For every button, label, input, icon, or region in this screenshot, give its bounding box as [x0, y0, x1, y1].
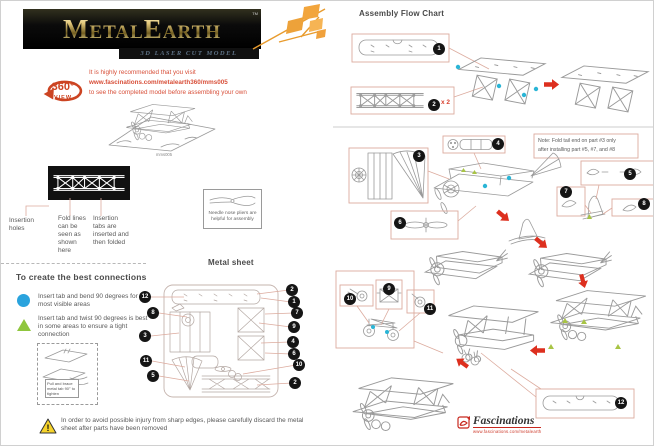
metal-sheet-diagram — [139, 281, 307, 405]
part-badge: 7 — [291, 307, 303, 319]
part-badge: 2 — [289, 377, 301, 389]
twist-instruction: Insert tab and twist 90 degrees is best in some areas to ensure a tight connection — [38, 315, 148, 338]
fascinations-wordmark: Fascinations — [473, 415, 541, 428]
part-badge: 8 — [638, 198, 650, 210]
part-badge: 4 — [287, 336, 299, 348]
assembly-flow-panel — [331, 1, 654, 446]
part-badge: 9 — [383, 283, 395, 295]
flow-chart-title: Assembly Flow Chart — [359, 9, 445, 18]
model-preview-drawing — [101, 101, 223, 153]
part-badge: 10 — [344, 293, 356, 305]
pliers-icon — [205, 191, 260, 211]
part-badge: 6 — [288, 348, 300, 360]
part-badge: 9 — [288, 321, 300, 333]
assembly-flow-drawing — [331, 1, 654, 446]
part-badge: 1 — [433, 43, 445, 55]
logo-subtitle: 3D LASER CUT MODEL — [119, 48, 259, 59]
view-360-sub: VIEW — [53, 95, 73, 101]
part-badge: 4 — [492, 138, 504, 150]
view-360-label: 360° — [51, 81, 75, 93]
logo-title: MetalEarth — [62, 13, 222, 44]
pliers-note-box — [203, 189, 262, 229]
origami-plane-logo-icon — [249, 3, 329, 53]
part-badge: 5 — [147, 370, 159, 382]
part-badge: 1 — [288, 296, 300, 308]
part2-quantity: x 2 — [441, 99, 451, 106]
metal-earth-logo — [23, 9, 261, 49]
part-badge: 10 — [293, 359, 305, 371]
pliers-note-text: Needle nose pliers are helpful for assembly — [208, 211, 257, 222]
part-badge: 5 — [624, 168, 636, 180]
part-badge: 8 — [147, 307, 159, 319]
recommendation-line3: to see the completed model before assembling your own — [89, 89, 247, 96]
insertion-holes-label: Insertion holes — [9, 217, 34, 232]
bend-instruction: Insert tab and bend 90 degrees for most visible areas — [38, 293, 138, 308]
twist-caption: Pull and brace metal tab 90° to tighten — [45, 379, 79, 398]
fascinations-logo — [457, 415, 541, 434]
logo-tm: TM — [252, 11, 258, 16]
metal-sheet-title: Metal sheet — [208, 258, 254, 267]
part-badge: 2 — [428, 99, 440, 111]
recommendation-line1: It is highly recommended that you visit — [89, 69, 196, 76]
view-360-icon — [37, 69, 89, 107]
section-divider — [1, 263, 146, 264]
part-badge: 11 — [140, 355, 152, 367]
part-badge: 3 — [139, 330, 151, 342]
part-badge: 12 — [139, 291, 151, 303]
fascinations-url: www.fascinations.com/metalearth — [473, 429, 542, 434]
fascinations-logo-icon — [457, 415, 471, 430]
fold-note-line2: after installing part #5, #7, and #8 — [538, 147, 615, 153]
fold-lines-label: Fold lines can be seen as shown here — [58, 215, 86, 254]
connections-heading: To create the best connections — [16, 272, 147, 282]
recommendation-url: www.fascinations.com/metalearth360/mms005 — [89, 79, 228, 86]
bend-bullet-icon — [17, 294, 30, 307]
model-number-caption: mms005 — [156, 152, 173, 157]
part-badge: 3 — [413, 150, 425, 162]
insertion-tabs-label: Insertion tabs are inserted and then folded — [93, 215, 129, 246]
twist-bullet-icon — [17, 319, 31, 331]
svg-text:!: ! — [46, 423, 50, 433]
part-badge: 2 — [286, 284, 298, 296]
part-badge: 12 — [615, 397, 627, 409]
part-badge: 11 — [424, 303, 436, 315]
fold-note-line1: Note: Fold tail end on part #3 only — [538, 138, 616, 144]
part-badge: 6 — [394, 217, 406, 229]
part-badge: 7 — [560, 186, 572, 198]
warning-text: In order to avoid possible injury from sharp edges, please carefully discard the metal sheet after parts have been removed — [61, 417, 304, 432]
warning-icon — [39, 418, 57, 434]
